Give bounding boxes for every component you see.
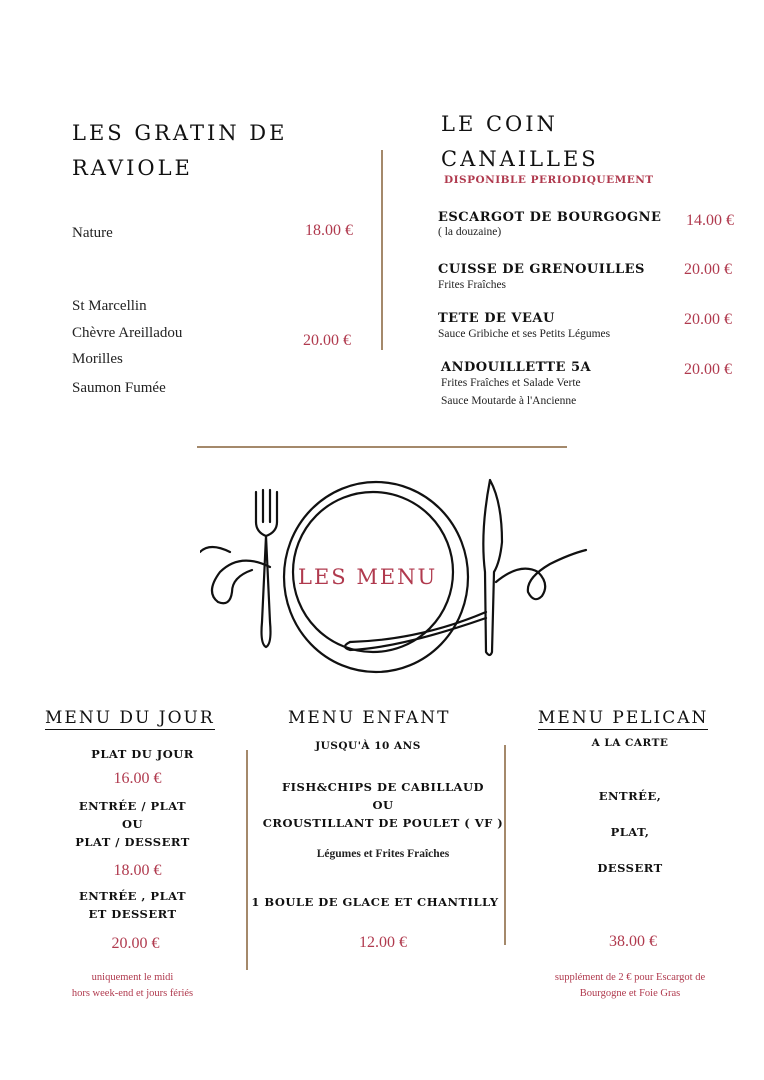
menu-jour-plat-label: PLAT DU JOUR [91,747,194,761]
swirl-left [212,561,270,604]
dish-desc: Frites Fraîches et Salade Verte [441,377,581,389]
dish-price: 20.00 € [684,261,732,278]
swirl-right [496,550,586,599]
menu-pelican-course: ENTRÉE, [598,789,662,803]
menu-enfant-age: JUSQU'À 10 ANS [315,740,421,752]
dish-name: CUISSE DE GRENOUILLES [438,262,645,277]
menu-enfant-price: 12.00 € [359,934,407,951]
menu-enfant-side: Légumes et Frites Fraîches [316,848,450,860]
menu-jour-formule2-line2: ET DESSERT [88,907,177,921]
gratin-nature-price: 18.00 € [305,222,353,239]
gratin-title-line2: RAVIOLE [72,156,193,180]
menu-pelican-course: PLAT, [610,825,650,839]
column-divider [246,750,248,970]
dish-desc: Sauce Moutarde à l'Ancienne [441,395,577,407]
gratin-items-price: 20.00 € [303,332,351,349]
menu-jour-note-line1: uniquement le midi [91,972,174,983]
menu-enfant-choice2: CROUSTILLANT DE POULET ( VF ) [262,816,504,830]
menu-pelican-course: DESSERT [597,861,663,875]
column-divider [381,150,383,350]
section-divider [197,446,567,448]
dish-desc: ( la douzaine) [438,226,502,238]
les-menu-title: LES MENU [298,565,438,589]
menu-enfant-choice1: FISH&CHIPS DE CABILLAUD [282,780,484,794]
menu-jour-formule2-price: 20.00 € [111,935,160,952]
menu-enfant-dessert: 1 BOULE DE GLACE ET CHANTILLY [251,895,499,909]
canailles-subtitle: DISPONIBLE PERIODIQUEMENT [444,174,654,186]
dish-name: ESCARGOT DE BOURGOGNE [438,210,662,225]
fork-head [256,522,277,536]
dish-name: ANDOUILLETTE 5A [441,360,592,375]
menu-pelican-price: 38.00 € [609,933,657,950]
menu-jour-plat-price: 16.00 € [113,770,162,787]
menu-jour-formule1-line3: PLAT / DESSERT [75,835,190,849]
menu-jour-formule1-line1: ENTRÉE / PLAT [78,799,187,813]
knife-blade [483,480,502,655]
fork-handle [262,536,271,647]
gratin-nature-label: Nature [72,225,113,241]
menu-enfant-or: OU [372,798,394,812]
gratin-item: Saumon Fumée [72,380,166,396]
gratin-item: Chèvre Areilladou [72,325,183,341]
dish-name: TETE DE VEAU [438,311,555,326]
menu-pelican-title: MENU PELICAN [538,708,709,728]
gratin-item: St Marcellin [72,298,147,314]
canailles-title-line2: CANAILLES [441,147,599,171]
dish-price: 14.00 € [686,212,734,229]
swirl-left-tail [200,547,230,552]
dish-price: 20.00 € [684,311,732,328]
menu-jour-formule1-line2: OU [121,817,144,831]
menu-pelican-subtitle: A LA CARTE [591,737,669,749]
menu-jour-formule1-price: 18.00 € [113,862,162,879]
menu-pelican-note-line2: Bourgogne et Foie Gras [579,988,681,999]
menu-jour-title: MENU DU JOUR [45,708,215,728]
canailles-title-line1: LE COIN [441,112,558,136]
menu-pelican-note-line1: supplément de 2 € pour Escargot de [554,972,706,983]
menu-jour-formule2-line1: ENTRÉE , PLAT [78,889,187,903]
gratin-item: Morilles [72,351,123,367]
dish-desc: Frites Fraîches [438,279,507,291]
dish-desc: Sauce Gribiche et ses Petits Légumes [438,328,611,340]
menu-enfant-title: MENU ENFANT [288,708,451,728]
fork-tines [256,490,277,522]
gratin-title-line1: LES GRATIN DE [72,121,288,145]
menu-jour-note-line2: hors week-end et jours fériés [71,988,194,999]
dish-price: 20.00 € [684,361,732,378]
column-divider [504,745,506,945]
